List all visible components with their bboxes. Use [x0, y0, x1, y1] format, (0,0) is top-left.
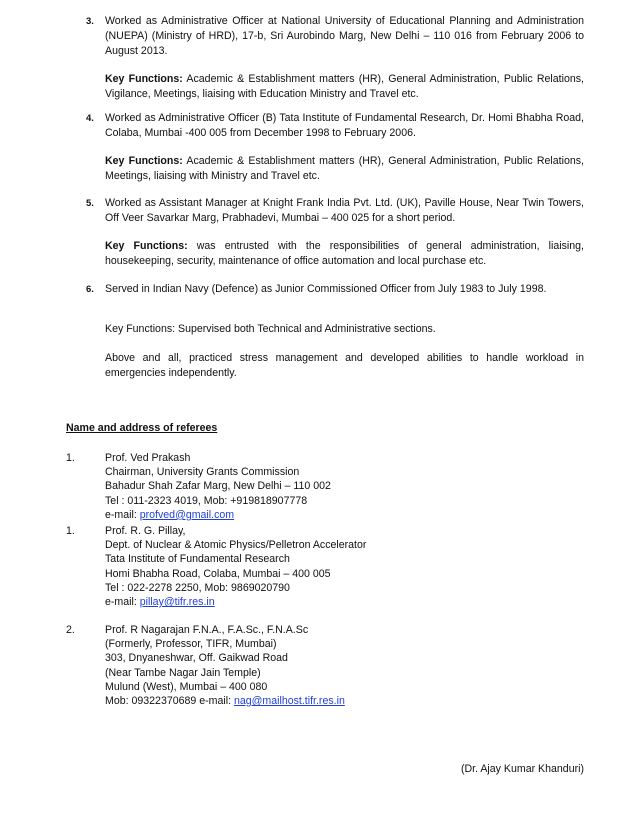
referee-email-link[interactable]: pillay@tifr.res.in	[139, 596, 215, 609]
referee-number: 2.	[66, 624, 75, 636]
experience-item	[86, 111, 584, 184]
item-description: Served in Indian Navy (Defence) as Junior Commissioned Officer from July 1983 to July 1998.	[105, 283, 547, 295]
referee-line: (Formerly, Professor, TIFR, Mumbai)	[105, 638, 277, 651]
referee-line: Prof. Ved Prakash	[105, 452, 191, 464]
referee-line: Prof. R Nagarajan F.N.A., F.A.Sc., F.N.A.Sc	[105, 624, 309, 636]
summary-paragraph: Above and all, practiced stress management and developed abilities to handle workload in emergencies independently.	[105, 352, 584, 379]
referee-line: Tel : 011-2323 4019, Mob: +919818907778	[105, 494, 308, 507]
key-functions-label: Key Functions:	[105, 155, 183, 167]
email-label: e-mail:	[105, 508, 140, 521]
referee-line: 303, Dnyaneshwar, Off. Gaikwad Road	[105, 652, 288, 665]
item-number: 6.	[86, 284, 94, 295]
referee-line: (Near Tambe Nagar Jain Temple)	[105, 666, 261, 679]
item-description: Worked as Administrative Officer (B) Tata Institute of Fundamental Research, Dr. Homi Bhabha Road, Colaba, Mumbai -400 005 from December 1998 to February 2006.	[105, 112, 584, 139]
key-functions-label: Key Functions:	[105, 240, 188, 252]
referee-number: 1.	[66, 452, 75, 464]
referee-line: Dept. of Nuclear & Atomic Physics/Pelletron Accelerator	[105, 539, 367, 552]
referee-line: Homi Bhabha Road, Colaba, Mumbai – 400 005	[105, 567, 331, 580]
item-key-functions	[105, 72, 584, 102]
item-key-functions	[105, 239, 584, 269]
key-functions-text: was entrusted with the responsibilities of general administration, liaising, housekeeping, security, maintenance of office automation and local purchase etc.	[105, 240, 584, 267]
referee-line: Mulund (West), Mumbai – 400 080	[105, 680, 268, 693]
referees-heading: Name and address of referees	[66, 422, 218, 434]
referee-line: Prof. R. G. Pillay,	[105, 525, 186, 537]
experience-item	[86, 196, 584, 269]
referee-line: Bahadur Shah Zafar Marg, New Delhi – 110 002	[105, 480, 331, 493]
experience-item	[86, 282, 584, 297]
email-label: Mob: 09322370689 e-mail:	[105, 695, 234, 708]
item-number: 3.	[86, 16, 94, 27]
referee-email-line	[105, 508, 586, 522]
referee-entry	[66, 623, 586, 708]
item-description: Worked as Administrative Officer at National University of Educational Planning and Administration (NUEPA) (Ministry of HRD), 17-b, Sri Aurobindo Marg, New Delhi – 110 016 from February 2006 to August 2013.	[105, 15, 584, 57]
email-label: e-mail:	[105, 596, 140, 609]
referee-entry	[66, 524, 586, 609]
referee-email-line	[105, 595, 586, 609]
item-number: 5.	[86, 198, 94, 209]
key-functions-text: Academic & Establishment matters (HR), General Administration, Public Relations, Vigilance, Meetings, liaising with Education Ministry and Travel etc.	[105, 73, 584, 100]
experience-item	[86, 14, 584, 102]
referee-email-link[interactable]: nag@mailhost.tifr.res.in	[233, 695, 345, 708]
referee-entry	[66, 451, 586, 522]
key-functions-label: Key Functions:	[105, 73, 183, 85]
referee-line: Chairman, University Grants Commission	[105, 466, 300, 479]
referee-line: Tata Institute of Fundamental Research	[105, 553, 290, 566]
referee-email-line	[105, 694, 586, 708]
navy-key-functions: Key Functions: Supervised both Technical and Administrative sections.	[105, 323, 436, 335]
item-description: Worked as Assistant Manager at Knight Frank India Pvt. Ltd. (UK), Paville House, Near Twin Towers, Off Veer Savarkar Marg, Prabhadevi, Mumbai – 400 025 for a short period.	[105, 197, 584, 224]
referee-number: 1.	[66, 525, 75, 537]
referee-line: Tel : 022-2278 2250, Mob: 9869020790	[105, 581, 290, 594]
item-number: 4.	[86, 113, 94, 124]
key-functions-text: Academic & Establishment matters (HR), General Administration, Public Relations, Meetings, liaising with Ministry and Travel etc.	[105, 155, 584, 182]
item-key-functions	[105, 154, 584, 184]
referee-email-link[interactable]: profved@gmail.com	[139, 508, 235, 521]
signature: (Dr. Ajay Kumar Khanduri)	[460, 763, 584, 775]
